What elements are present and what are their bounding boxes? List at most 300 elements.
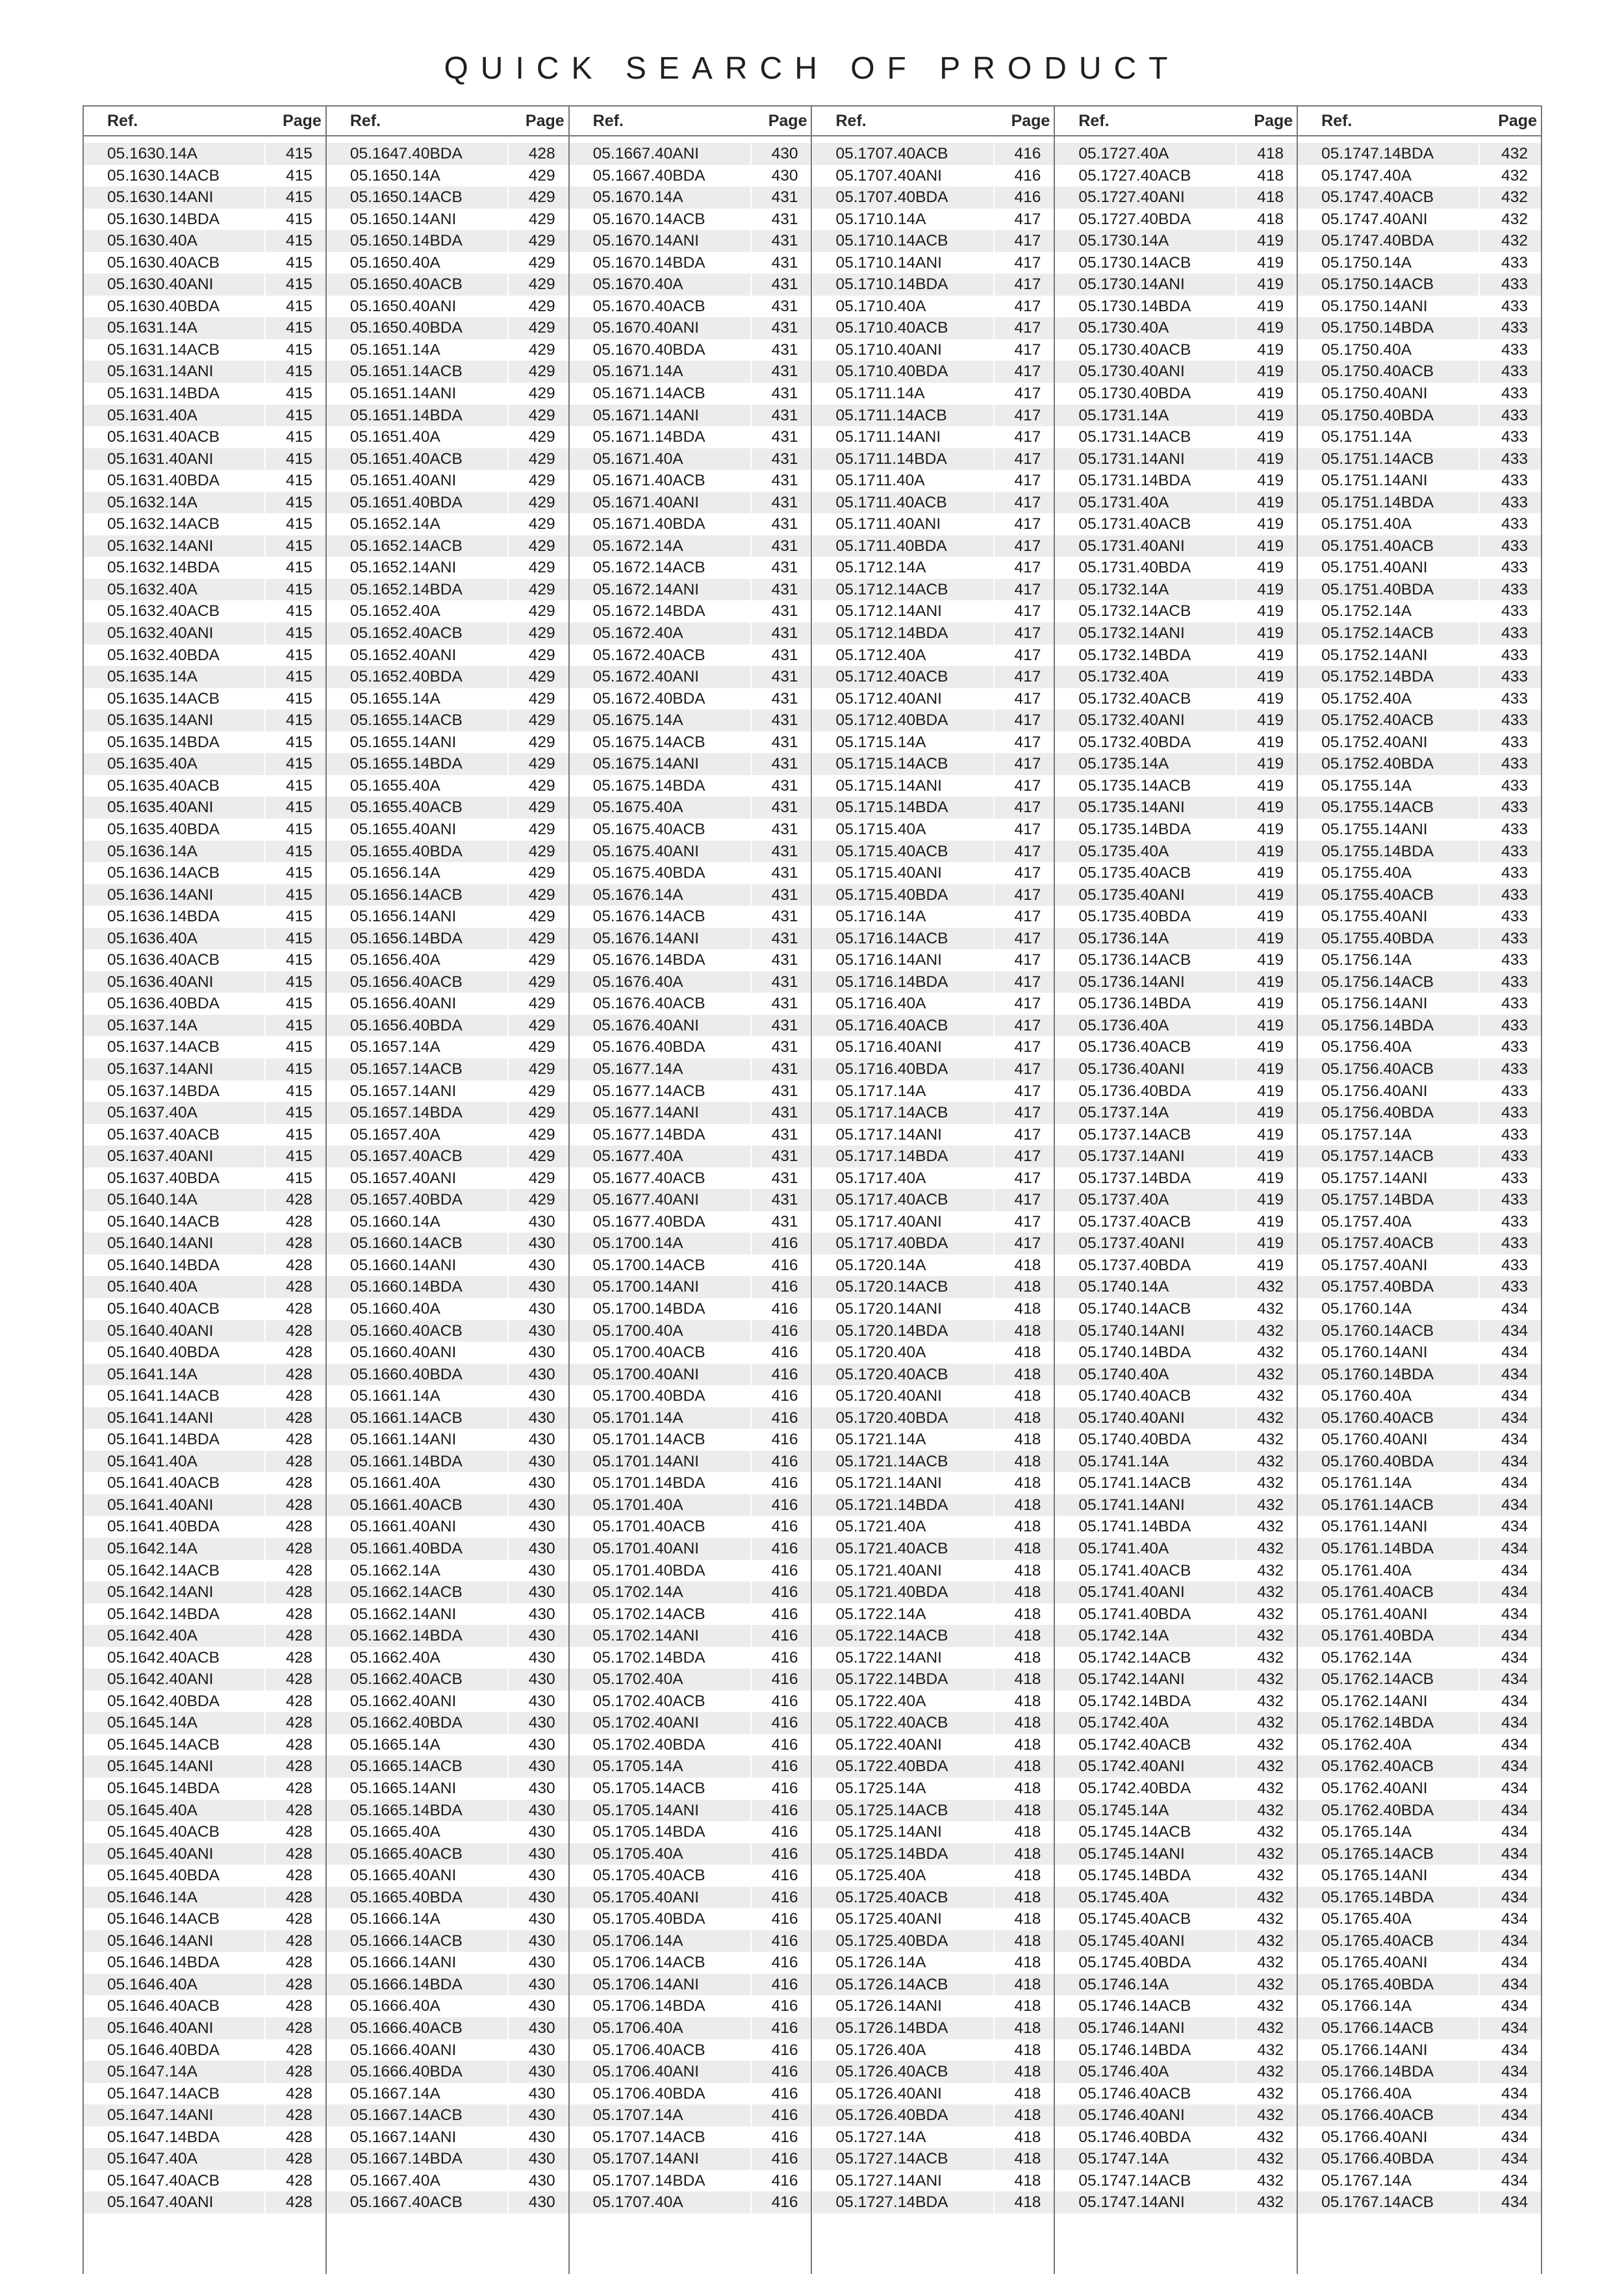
cell-divider bbox=[507, 1778, 509, 1800]
cell-divider bbox=[507, 1581, 509, 1603]
table-row bbox=[1298, 1145, 1541, 1168]
product-ref: 05.1707.40ANI bbox=[835, 166, 942, 185]
table-row bbox=[84, 1102, 325, 1124]
cell-divider bbox=[507, 600, 509, 622]
page-number: 430 bbox=[528, 1954, 555, 1972]
product-ref: 05.1760.14BDA bbox=[1321, 1365, 1434, 1383]
page-number: 415 bbox=[285, 319, 312, 337]
product-ref: 05.1657.40ACB bbox=[349, 1147, 463, 1166]
product-ref: 05.1761.14A bbox=[1321, 1474, 1412, 1492]
page-number: 433 bbox=[1501, 1169, 1528, 1187]
table-row bbox=[1055, 317, 1297, 339]
page-number: 428 bbox=[285, 1823, 312, 1841]
cell-divider bbox=[1236, 1865, 1237, 1887]
product-ref: 05.1720.14ACB bbox=[835, 1278, 948, 1296]
product-ref: 05.1755.14ACB bbox=[1321, 798, 1434, 817]
table-row bbox=[1298, 1189, 1541, 1211]
table-row bbox=[1298, 361, 1541, 383]
page-number: 431 bbox=[771, 1060, 798, 1078]
cell-divider bbox=[750, 165, 752, 187]
product-ref: 05.1736.14BDA bbox=[1078, 995, 1191, 1013]
page-number: 417 bbox=[1014, 275, 1041, 294]
page-number: 416 bbox=[771, 2041, 798, 2059]
product-ref: 05.1741.14A bbox=[1078, 1452, 1169, 1470]
product-ref: 05.1711.14BDA bbox=[835, 450, 947, 468]
page-number: 432 bbox=[1257, 2084, 1284, 2102]
page-number: 419 bbox=[1257, 450, 1284, 468]
table-row bbox=[327, 230, 568, 252]
table-row bbox=[327, 361, 568, 383]
page-number: 434 bbox=[1501, 2171, 1528, 2190]
product-ref: 05.1712.40ANI bbox=[835, 689, 942, 708]
page-number: 419 bbox=[1257, 1060, 1284, 1078]
cell-divider bbox=[507, 1407, 509, 1429]
page-number: 432 bbox=[1257, 2041, 1284, 2059]
product-ref: 05.1727.14BDA bbox=[835, 2193, 948, 2212]
page-number: 429 bbox=[528, 559, 555, 577]
cell-divider bbox=[507, 993, 509, 1015]
page-number: 429 bbox=[528, 472, 555, 490]
product-ref: 05.1722.14BDA bbox=[835, 1670, 948, 1689]
product-ref: 05.1665.40A bbox=[349, 1823, 440, 1841]
page-number: 417 bbox=[1014, 363, 1041, 381]
page-number: 432 bbox=[1257, 1823, 1284, 1841]
table-row bbox=[327, 1255, 568, 1277]
cell-divider bbox=[1236, 1189, 1237, 1211]
product-ref: 05.1725.40ANI bbox=[835, 1910, 942, 1928]
cell-divider bbox=[507, 252, 509, 274]
table-row bbox=[1298, 535, 1541, 557]
page-number: 430 bbox=[528, 1670, 555, 1689]
page-number: 433 bbox=[1501, 1147, 1528, 1166]
table-row bbox=[1055, 819, 1297, 841]
table-row bbox=[84, 753, 325, 775]
page-number: 431 bbox=[771, 668, 798, 686]
cell-divider bbox=[993, 448, 995, 470]
product-ref: 05.1637.40ACB bbox=[107, 1125, 220, 1143]
table-row bbox=[327, 949, 568, 971]
page-number: 419 bbox=[1257, 472, 1284, 490]
product-ref: 05.1726.40BDA bbox=[835, 2106, 948, 2125]
table-row bbox=[1298, 426, 1541, 448]
page-number: 433 bbox=[1501, 472, 1528, 490]
page-number: 430 bbox=[528, 1888, 555, 1906]
table-row bbox=[570, 339, 811, 361]
product-ref: 05.1755.14ANI bbox=[1321, 820, 1428, 838]
cell-divider bbox=[1236, 688, 1237, 710]
table-row bbox=[1298, 1668, 1541, 1691]
cell-divider bbox=[993, 513, 995, 535]
product-ref: 05.1716.14ANI bbox=[835, 951, 942, 969]
page-number: 416 bbox=[1014, 145, 1041, 162]
page-number: 417 bbox=[1014, 1016, 1041, 1034]
table-row bbox=[327, 600, 568, 622]
cell-divider bbox=[264, 862, 266, 884]
product-ref: 05.1732.14ACB bbox=[1078, 602, 1191, 620]
product-ref: 05.1660.14ANI bbox=[349, 1256, 457, 1274]
page-number: 430 bbox=[528, 1452, 555, 1470]
table-row bbox=[1298, 1320, 1541, 1342]
table-row bbox=[1298, 470, 1541, 492]
table-row bbox=[813, 317, 1054, 339]
product-ref: 05.1661.40BDA bbox=[349, 1540, 463, 1557]
table-row bbox=[570, 513, 811, 535]
product-ref: 05.1637.14ANI bbox=[107, 1060, 214, 1078]
table-row bbox=[1298, 1233, 1541, 1255]
cell-divider bbox=[507, 1168, 509, 1190]
page-number: 419 bbox=[1257, 886, 1284, 904]
page-number: 430 bbox=[528, 1299, 555, 1318]
table-row bbox=[1055, 1211, 1297, 1233]
table-row bbox=[1298, 2191, 1541, 2214]
table-row bbox=[1055, 753, 1297, 775]
cell-divider bbox=[1478, 535, 1480, 557]
cell-divider bbox=[1236, 1255, 1237, 1277]
page-number: 430 bbox=[528, 2193, 555, 2212]
cell-divider bbox=[1478, 1342, 1480, 1364]
table-row bbox=[1055, 165, 1297, 187]
table-row bbox=[1298, 775, 1541, 797]
product-ref: 05.1760.14A bbox=[1321, 1299, 1412, 1318]
page-number: 429 bbox=[528, 166, 555, 185]
cell-divider bbox=[1236, 230, 1237, 252]
cell-divider bbox=[1478, 1494, 1480, 1516]
page-number: 418 bbox=[1014, 1518, 1041, 1536]
product-ref: 05.1715.40A bbox=[835, 820, 926, 838]
table-row bbox=[1298, 1908, 1541, 1930]
cell-divider bbox=[750, 339, 752, 361]
page-number: 418 bbox=[1014, 2084, 1041, 2102]
table-row bbox=[1055, 535, 1297, 557]
cell-divider bbox=[1478, 1843, 1480, 1865]
cell-divider bbox=[264, 557, 266, 579]
page-number: 416 bbox=[771, 1322, 798, 1340]
product-ref: 05.1711.40ACB bbox=[835, 493, 947, 511]
page-number: 428 bbox=[285, 1780, 312, 1798]
cell-divider bbox=[993, 1298, 995, 1320]
page-number: 434 bbox=[1501, 1692, 1528, 1710]
table-row bbox=[813, 1255, 1054, 1277]
cell-divider bbox=[993, 339, 995, 361]
table-row bbox=[327, 906, 568, 928]
product-ref: 05.1731.14ANI bbox=[1078, 450, 1185, 468]
table-row bbox=[1298, 317, 1541, 339]
index-column bbox=[84, 107, 327, 2274]
page-number: 417 bbox=[1014, 995, 1041, 1013]
cell-divider bbox=[264, 2039, 266, 2062]
table-row bbox=[570, 230, 811, 252]
page-number: 415 bbox=[285, 385, 312, 403]
product-ref: 05.1741.40A bbox=[1078, 1540, 1169, 1557]
table-row bbox=[327, 2170, 568, 2192]
product-ref: 05.1710.40A bbox=[835, 297, 926, 315]
table-row bbox=[84, 732, 325, 754]
cell-divider bbox=[507, 1494, 509, 1516]
cell-divider bbox=[993, 1581, 995, 1603]
product-ref: 05.1750.40ACB bbox=[1321, 363, 1434, 381]
page-number: 433 bbox=[1501, 951, 1528, 969]
cell-divider bbox=[507, 405, 509, 427]
table-row bbox=[84, 1952, 325, 1974]
page-number: 418 bbox=[1257, 188, 1284, 207]
cell-divider bbox=[1236, 600, 1237, 622]
page-number: 419 bbox=[1257, 559, 1284, 577]
table-row bbox=[327, 1538, 568, 1560]
product-ref: 05.1677.40ANI bbox=[592, 1191, 700, 1209]
table-row bbox=[570, 1102, 811, 1124]
table-row bbox=[813, 1887, 1054, 1909]
product-ref: 05.1722.40ACB bbox=[835, 1714, 948, 1732]
page-number: 416 bbox=[771, 2128, 798, 2146]
cell-divider bbox=[750, 1538, 752, 1560]
cell-divider bbox=[993, 1080, 995, 1103]
table-row bbox=[1055, 579, 1297, 601]
product-ref: 05.1740.14ANI bbox=[1078, 1322, 1185, 1340]
product-ref: 05.1661.40ACB bbox=[349, 1496, 463, 1514]
product-ref: 05.1755.14A bbox=[1321, 776, 1412, 795]
page-header: Page bbox=[1498, 112, 1537, 130]
page-number: 417 bbox=[1014, 515, 1041, 533]
product-ref: 05.1645.40ANI bbox=[107, 1845, 214, 1863]
cell-divider bbox=[750, 1560, 752, 1582]
product-ref: 05.1726.40ANI bbox=[835, 2084, 942, 2102]
cell-divider bbox=[507, 2170, 509, 2192]
table-row bbox=[84, 884, 325, 906]
page-number: 430 bbox=[528, 1278, 555, 1296]
table-row bbox=[327, 1145, 568, 1168]
page-number: 433 bbox=[1501, 297, 1528, 315]
product-ref: 05.1647.14A bbox=[107, 2063, 197, 2081]
product-ref: 05.1652.40ACB bbox=[349, 624, 463, 643]
table-row bbox=[1298, 645, 1541, 667]
table-row bbox=[1298, 1255, 1541, 1277]
product-ref: 05.1765.40A bbox=[1321, 1910, 1412, 1928]
product-ref: 05.1726.14ANI bbox=[835, 1997, 942, 2015]
cell-divider bbox=[507, 317, 509, 339]
product-ref: 05.1640.40ANI bbox=[107, 1322, 214, 1340]
product-ref: 05.1756.40ACB bbox=[1321, 1060, 1434, 1078]
cell-divider bbox=[507, 1625, 509, 1647]
page-number: 429 bbox=[528, 668, 555, 686]
product-ref: 05.1665.40BDA bbox=[349, 1888, 463, 1906]
cell-divider bbox=[993, 1058, 995, 1080]
cell-divider bbox=[507, 470, 509, 492]
product-ref: 05.1640.40A bbox=[107, 1278, 197, 1296]
product-ref: 05.1735.14ANI bbox=[1078, 798, 1185, 817]
page-number: 416 bbox=[771, 1474, 798, 1492]
cell-divider bbox=[264, 296, 266, 318]
cell-divider bbox=[264, 1211, 266, 1233]
table-row bbox=[84, 1385, 325, 1407]
cell-divider bbox=[750, 884, 752, 906]
cell-divider bbox=[507, 1974, 509, 1996]
table-row bbox=[327, 1756, 568, 1778]
cell-divider bbox=[264, 230, 266, 252]
page-number: 416 bbox=[771, 2193, 798, 2212]
cell-divider bbox=[264, 426, 266, 448]
product-ref: 05.1671.14ANI bbox=[592, 406, 700, 424]
product-ref: 05.1671.14BDA bbox=[592, 428, 705, 446]
cell-divider bbox=[1236, 928, 1237, 950]
product-ref: 05.1736.40ACB bbox=[1078, 1038, 1191, 1056]
table-row bbox=[327, 775, 568, 797]
cell-divider bbox=[750, 622, 752, 645]
page-number: 415 bbox=[285, 689, 312, 708]
cell-divider bbox=[264, 688, 266, 710]
product-ref: 05.1672.40ACB bbox=[592, 646, 705, 664]
table-row bbox=[570, 928, 811, 950]
cell-divider bbox=[1478, 1560, 1480, 1582]
page-number: 430 bbox=[528, 1518, 555, 1536]
table-row bbox=[1055, 1647, 1297, 1669]
page-number: 429 bbox=[528, 232, 555, 250]
product-ref: 05.1646.40BDA bbox=[107, 2041, 220, 2059]
cell-divider bbox=[507, 1865, 509, 1887]
product-ref: 05.1647.40BDA bbox=[349, 145, 463, 162]
table-row bbox=[84, 1124, 325, 1146]
page-number: 433 bbox=[1501, 733, 1528, 751]
page-number: 419 bbox=[1257, 995, 1284, 1013]
table-row bbox=[1298, 622, 1541, 645]
product-ref: 05.1736.14ACB bbox=[1078, 951, 1191, 969]
page-number: 433 bbox=[1501, 1038, 1528, 1056]
product-ref: 05.1651.14A bbox=[349, 340, 440, 359]
page-number: 432 bbox=[1257, 1540, 1284, 1557]
table-row bbox=[813, 1036, 1054, 1058]
table-row bbox=[327, 1908, 568, 1930]
page-number: 430 bbox=[528, 2041, 555, 2059]
table-row bbox=[84, 1276, 325, 1298]
cell-divider bbox=[1478, 361, 1480, 383]
table-row bbox=[84, 709, 325, 732]
table-row bbox=[813, 1865, 1054, 1887]
page-number: 432 bbox=[1257, 1583, 1284, 1602]
product-ref: 05.1747.14ACB bbox=[1078, 2171, 1191, 2190]
product-ref: 05.1731.40BDA bbox=[1078, 559, 1191, 577]
cell-divider bbox=[1236, 557, 1237, 579]
page-number: 432 bbox=[1257, 2171, 1284, 2190]
table-row bbox=[570, 1145, 811, 1168]
product-ref: 05.1742.14BDA bbox=[1078, 1692, 1191, 1710]
cell-divider bbox=[264, 1930, 266, 1952]
table-row bbox=[1298, 1865, 1541, 1887]
product-ref: 05.1631.14A bbox=[107, 319, 197, 337]
cell-divider bbox=[1236, 1320, 1237, 1342]
cell-divider bbox=[750, 2191, 752, 2214]
page-number: 432 bbox=[1501, 210, 1528, 228]
page-number: 417 bbox=[1014, 1038, 1041, 1056]
product-ref: 05.1631.14ANI bbox=[107, 363, 214, 381]
page-number: 434 bbox=[1501, 1496, 1528, 1514]
table-row bbox=[813, 1800, 1054, 1822]
page-number: 418 bbox=[1014, 2171, 1041, 2190]
table-row bbox=[813, 884, 1054, 906]
table-row bbox=[327, 666, 568, 688]
product-ref: 05.1732.14ANI bbox=[1078, 624, 1185, 643]
table-row bbox=[84, 1734, 325, 1756]
cell-divider bbox=[1478, 993, 1480, 1015]
cell-divider bbox=[993, 1494, 995, 1516]
table-row bbox=[1055, 993, 1297, 1015]
page-number: 430 bbox=[528, 1735, 555, 1754]
product-ref: 05.1670.14A bbox=[592, 188, 683, 207]
cell-divider bbox=[1478, 688, 1480, 710]
page-number: 416 bbox=[771, 1540, 798, 1557]
cell-divider bbox=[993, 622, 995, 645]
product-ref: 05.1725.14ANI bbox=[835, 1823, 942, 1841]
cell-divider bbox=[264, 645, 266, 667]
product-ref: 05.1666.14A bbox=[349, 1910, 440, 1928]
table-row bbox=[570, 405, 811, 427]
product-ref: 05.1655.40A bbox=[349, 776, 440, 795]
product-ref: 05.1676.40ANI bbox=[592, 1016, 700, 1034]
table-row bbox=[570, 1603, 811, 1626]
page-number: 416 bbox=[771, 1278, 798, 1296]
cell-divider bbox=[1236, 1276, 1237, 1298]
cell-divider bbox=[264, 513, 266, 535]
cell-divider bbox=[1478, 1211, 1480, 1233]
product-ref: 05.1636.40ANI bbox=[107, 973, 214, 991]
table-row bbox=[570, 1843, 811, 1865]
cell-divider bbox=[507, 143, 509, 165]
cell-divider bbox=[750, 1211, 752, 1233]
cell-divider bbox=[993, 709, 995, 732]
cell-divider bbox=[993, 296, 995, 318]
product-ref: 05.1641.14A bbox=[107, 1365, 197, 1383]
table-row bbox=[1055, 1124, 1297, 1146]
cell-divider bbox=[1236, 709, 1237, 732]
page-number: 429 bbox=[528, 973, 555, 991]
product-ref: 05.1635.14ACB bbox=[107, 689, 220, 708]
cell-divider bbox=[264, 1233, 266, 1255]
index-rows bbox=[570, 143, 811, 2214]
table-row bbox=[813, 274, 1054, 296]
page-number: 416 bbox=[771, 1975, 798, 1993]
page-number: 432 bbox=[1257, 1692, 1284, 1710]
cell-divider bbox=[264, 1538, 266, 1560]
page-number: 417 bbox=[1014, 537, 1041, 555]
cell-divider bbox=[1478, 1995, 1480, 2017]
table-row bbox=[84, 317, 325, 339]
page-number: 429 bbox=[528, 319, 555, 337]
table-row bbox=[1298, 1538, 1541, 1560]
table-row bbox=[570, 1691, 811, 1713]
page-number: 430 bbox=[528, 2084, 555, 2102]
cell-divider bbox=[507, 1058, 509, 1080]
table-row bbox=[813, 492, 1054, 514]
product-ref: 05.1727.40BDA bbox=[1078, 210, 1191, 228]
product-ref: 05.1672.14ACB bbox=[592, 559, 705, 577]
cell-divider bbox=[750, 862, 752, 884]
table-row bbox=[327, 2017, 568, 2039]
table-row bbox=[1298, 1974, 1541, 1996]
product-ref: 05.1735.40A bbox=[1078, 842, 1169, 860]
product-ref: 05.1652.40BDA bbox=[349, 668, 463, 686]
table-row bbox=[813, 1691, 1054, 1713]
cell-divider bbox=[750, 1581, 752, 1603]
table-row bbox=[84, 1821, 325, 1843]
cell-divider bbox=[264, 600, 266, 622]
cell-divider bbox=[750, 688, 752, 710]
product-ref: 05.1740.14ACB bbox=[1078, 1299, 1191, 1318]
table-row bbox=[327, 1015, 568, 1037]
page-number: 418 bbox=[1257, 210, 1284, 228]
page-number: 429 bbox=[528, 842, 555, 860]
cell-divider bbox=[1236, 1233, 1237, 1255]
cell-divider bbox=[1478, 1472, 1480, 1494]
cell-divider bbox=[1478, 2061, 1480, 2083]
product-ref: 05.1651.14BDA bbox=[349, 406, 463, 424]
